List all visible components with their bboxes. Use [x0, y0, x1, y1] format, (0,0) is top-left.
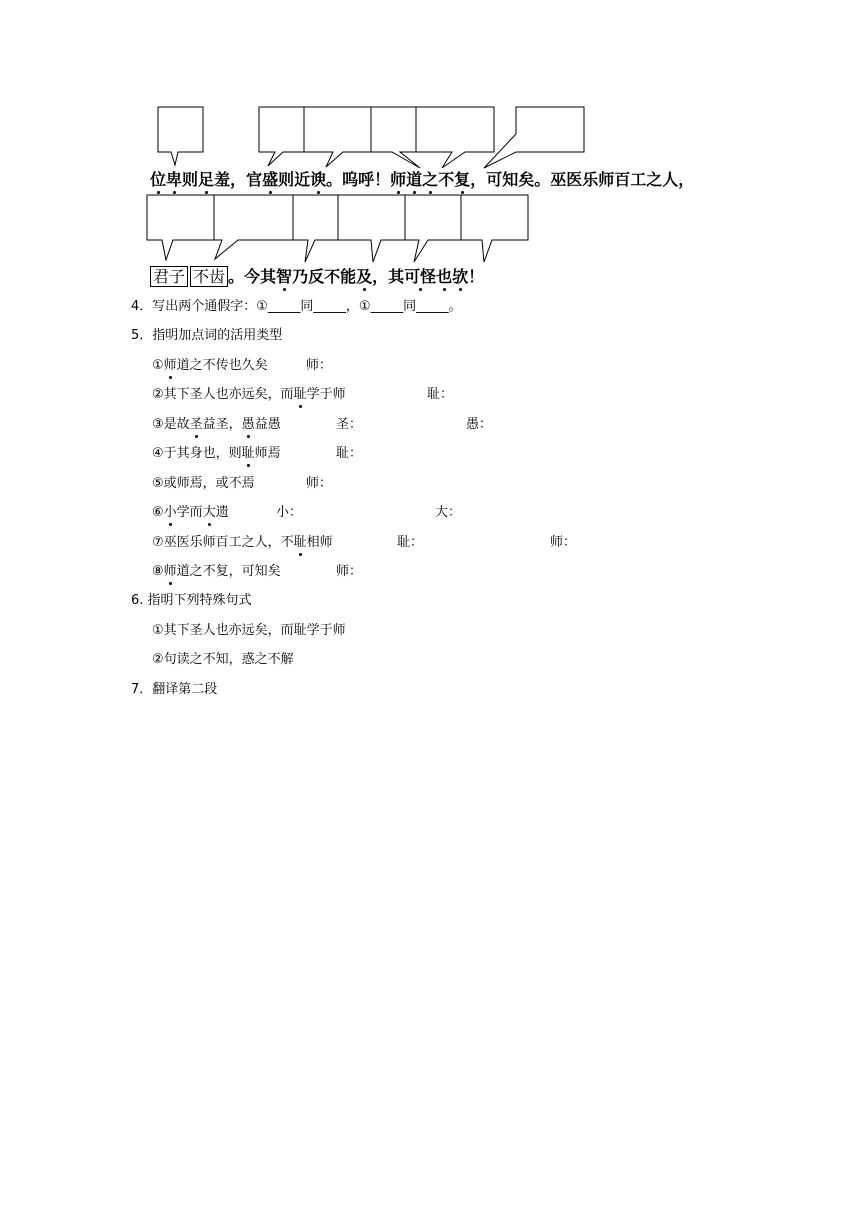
callout-box[interactable]	[416, 107, 494, 168]
dotted-char: 道	[406, 170, 423, 189]
dotted-char: 耻	[241, 446, 255, 461]
boxed-word: 不齿	[190, 266, 228, 287]
callout-box[interactable]	[147, 195, 214, 260]
q5-answer-label: 师：	[306, 358, 333, 373]
callout-box[interactable]	[371, 107, 420, 168]
dotted-char: 圣	[189, 417, 203, 432]
q5-answer-label: 耻：	[336, 446, 363, 461]
callout-box[interactable]	[338, 195, 405, 262]
dotted-char: 欤	[452, 267, 469, 286]
callout-box[interactable]	[405, 195, 461, 262]
q5-answer-label: 小：	[276, 505, 303, 520]
q5-item: ⑤或师焉，或不焉	[152, 476, 255, 491]
q5-item: ⑥小学而大遗	[152, 505, 229, 520]
q6-item: ①其下圣人也亦远矣，而耻学于师	[152, 623, 346, 638]
q5-item: ③是故圣益圣，愚益愚	[152, 417, 281, 432]
question-5-heading: 5．指明加点词的活用类型	[131, 328, 283, 343]
q5-item: ②其下圣人也亦远矣，而耻学于师	[152, 387, 346, 402]
callout-box[interactable]	[461, 195, 528, 262]
dotted-char: 足	[198, 170, 215, 189]
dotted-char: 盛	[262, 170, 279, 189]
question-6-heading: 6. 指明下列特殊句式	[131, 593, 252, 608]
passage-text: ！	[468, 267, 485, 286]
q5-answer-label: 愚：	[466, 417, 493, 432]
dotted-char: 可怪	[404, 267, 437, 286]
q5-item: ⑧师道之不复，可知矣	[152, 564, 281, 579]
dotted-char: 小	[163, 505, 177, 520]
q5-answer-label: 师：	[336, 564, 363, 579]
boxed-word: 君子	[150, 266, 188, 287]
q5-item: ⑦巫医乐师百工之人，不耻相师	[152, 535, 333, 550]
dotted-char: 耻	[293, 535, 307, 550]
dotted-char: 耻	[293, 387, 307, 402]
dotted-char: 愚	[241, 417, 255, 432]
passage-text: 。今其	[228, 267, 277, 286]
dotted-char: 之	[422, 170, 439, 189]
passage-text: 羞，官	[214, 170, 263, 189]
dotted-char: 谀	[310, 170, 327, 189]
passage-line-1	[150, 170, 694, 190]
passage-text: 乃反不能	[292, 267, 357, 286]
callout-box[interactable]	[304, 107, 371, 167]
dotted-char: 师	[390, 170, 407, 189]
dotted-char: 复	[454, 170, 471, 189]
passage-text: 则	[182, 170, 199, 189]
q6-item: ②句读之不知，惑之不解	[152, 652, 294, 667]
callout-box[interactable]	[259, 107, 304, 166]
passage-text: 。呜呼！	[326, 170, 391, 189]
q5-answer-label: 耻：	[397, 535, 424, 550]
question-7-heading: 7．翻译第二段	[131, 682, 218, 697]
q5-item: ①师道之不传也久矣	[152, 358, 268, 373]
dotted-char: 智	[276, 267, 293, 286]
q5-answer-label: 师：	[306, 476, 333, 491]
dotted-char: 卑	[166, 170, 183, 189]
callout-box[interactable]	[158, 107, 203, 165]
annotation-callouts	[0, 0, 860, 300]
q5-answer-label: 圣：	[336, 417, 363, 432]
callout-box[interactable]	[484, 107, 584, 168]
q5-answer-label: 师：	[550, 535, 577, 550]
passage-line-2	[150, 267, 484, 287]
passage-text: ，可知矣。巫医乐师百工之人，	[470, 170, 695, 189]
passage-text: 则近	[278, 170, 311, 189]
dotted-char: 也	[436, 267, 453, 286]
dotted-char: 师	[163, 358, 177, 373]
dotted-char: 位	[150, 170, 167, 189]
dotted-char: 大	[202, 505, 216, 520]
callout-box[interactable]	[214, 195, 293, 259]
dotted-char: 及	[356, 267, 373, 286]
q5-answer-label: 耻：	[427, 387, 454, 402]
passage-text: 不	[438, 170, 455, 189]
q5-item: ④于其身也，则耻师焉	[152, 446, 281, 461]
dotted-char: 师	[163, 564, 177, 579]
passage-text: ，其	[372, 267, 405, 286]
callout-box[interactable]	[293, 195, 338, 262]
q5-answer-label: 大：	[435, 505, 462, 520]
question-4: 4．写出两个通假字：①_____同_____，①_____同_____。	[131, 299, 462, 314]
